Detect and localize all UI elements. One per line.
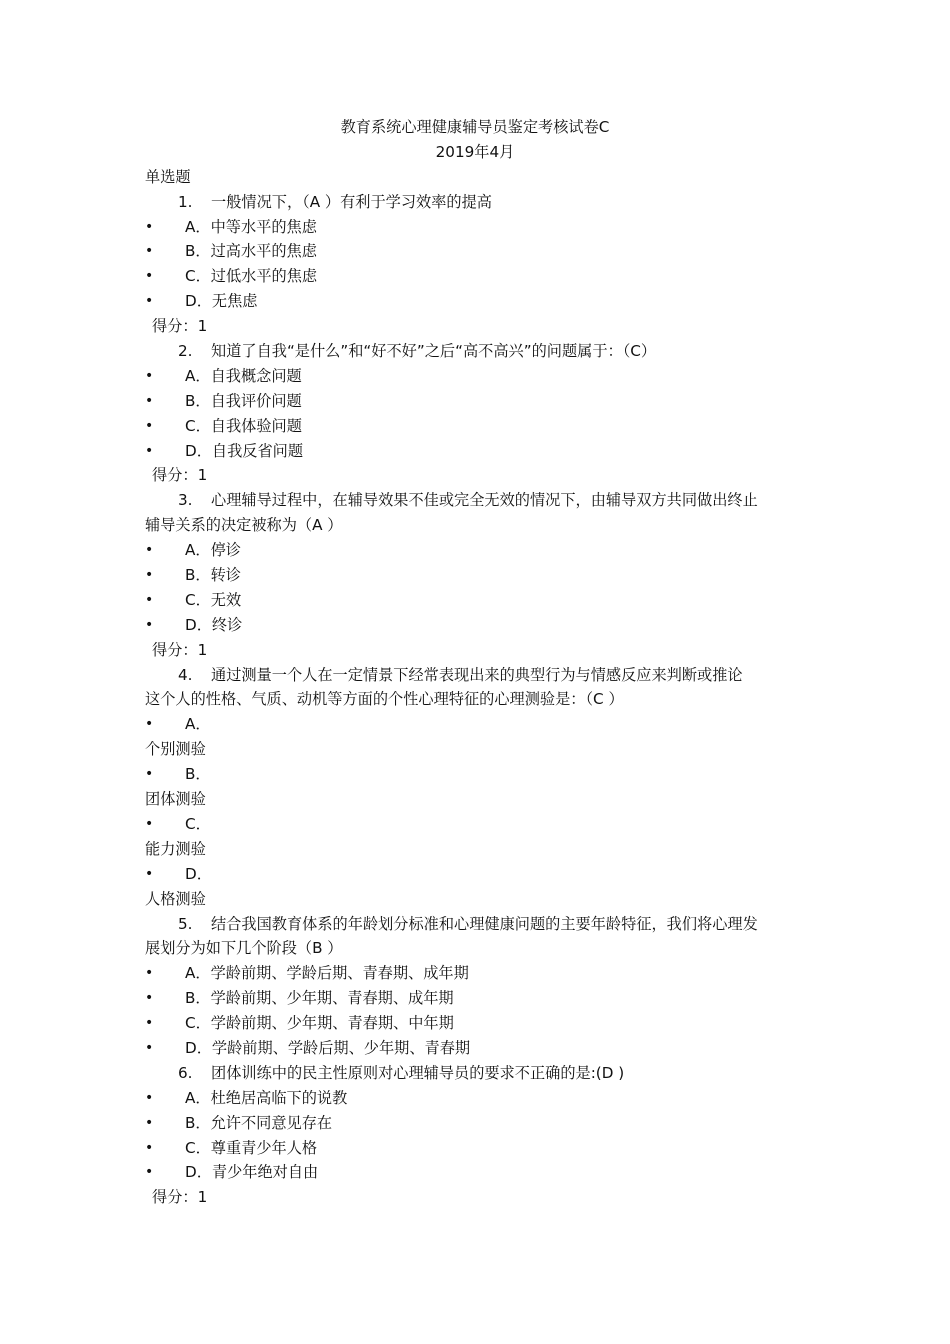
score: 得分：1 [152, 466, 208, 485]
question-text-continued: 展划分为如下几个阶段（B ） [145, 939, 343, 958]
option: • C．自我体验问题 [145, 414, 810, 439]
option-letter: • B． [145, 762, 810, 787]
option-letter: • C． [145, 812, 810, 837]
question-6 [145, 1061, 810, 1210]
document-body [145, 115, 810, 1210]
option: • D．无焦虑 [145, 289, 810, 314]
option-text: 个别测验 [145, 740, 206, 759]
bullet-icon: • [145, 218, 154, 235]
option: • A．学龄前期、学龄后期、青春期、成年期 [145, 961, 810, 986]
bullet-icon: • [145, 442, 154, 459]
bullet-icon: • [145, 965, 154, 982]
bullet-icon: • [145, 616, 154, 633]
question-2 [145, 339, 810, 488]
bullet-icon: • [145, 1039, 154, 1056]
question-1 [145, 190, 810, 339]
question-text: 通过测量一个人在一定情景下经常表现出来的典型行为与情感反应来判断或推论 [211, 665, 743, 684]
bullet-icon: • [145, 392, 154, 409]
option-letter: • D． [145, 862, 810, 887]
question-4 [145, 663, 810, 912]
option: • B．转诊 [145, 563, 810, 588]
score: 得分：1 [152, 640, 208, 659]
question-text: 结合我国教育体系的年龄划分标准和心理健康问题的主要年龄特征，我们将心理发 [211, 914, 758, 933]
score: 得分：1 [152, 317, 208, 336]
option: • A．杜绝居高临下的说教 [145, 1086, 810, 1111]
option: • D．终诊 [145, 613, 810, 638]
bullet-icon: • [145, 567, 154, 584]
question-number: 1. [178, 192, 193, 211]
option: • B．过高水平的焦虑 [145, 239, 810, 264]
option: • D．青少年绝对自由 [145, 1160, 810, 1185]
question-number: 5. [178, 914, 193, 933]
bullet-icon: • [145, 1164, 154, 1181]
question-number: 6. [178, 1063, 193, 1082]
option-letter: • A． [145, 712, 810, 737]
option: • B．允许不同意见存在 [145, 1111, 810, 1136]
bullet-icon: • [145, 417, 154, 434]
option-text: 能力测验 [145, 839, 206, 858]
question-text-continued: 这个人的性格、气质、动机等方面的个性心理特征的心理测验是：（C ） [145, 690, 624, 709]
bullet-icon: • [145, 591, 154, 608]
section-heading: 单选题 [145, 167, 191, 186]
question-3 [145, 488, 810, 662]
option: • B．自我评价问题 [145, 389, 810, 414]
question-text-continued: 辅导关系的决定被称为（A ） [145, 516, 343, 535]
bullet-icon: • [145, 367, 154, 384]
question-number: 2. [178, 342, 193, 361]
question-text: 知道了自我“是什么”和“好不好”之后“高不高兴”的问题属于：（C） [211, 342, 657, 361]
document-date: 2019年4月 [435, 142, 515, 161]
bullet-icon: • [145, 716, 154, 733]
question-text: 一般情况下，（A ）有利于学习效率的提高 [211, 192, 492, 211]
option: • A．停诊 [145, 538, 810, 563]
bullet-icon: • [145, 1114, 154, 1131]
question-5 [145, 912, 810, 1061]
bullet-icon: • [145, 990, 154, 1007]
option: • C．无效 [145, 588, 810, 613]
bullet-icon: • [145, 542, 154, 559]
bullet-icon: • [145, 1089, 154, 1106]
option: • D．自我反省问题 [145, 439, 810, 464]
option: • B．学龄前期、少年期、青春期、成年期 [145, 986, 810, 1011]
option: • C．尊重青少年人格 [145, 1136, 810, 1161]
bullet-icon: • [145, 293, 154, 310]
question-text: 团体训练中的民主性原则对心理辅导员的要求不正确的是:(D ) [211, 1063, 625, 1082]
option: • C．学龄前期、少年期、青春期、中年期 [145, 1011, 810, 1036]
option: • A．自我概念问题 [145, 364, 810, 389]
bullet-icon: • [145, 268, 154, 285]
option: • D．学龄前期、学龄后期、少年期、青春期 [145, 1036, 810, 1061]
document-title: 教育系统心理健康辅导员鉴定考核试卷C [340, 118, 610, 136]
bullet-icon: • [145, 243, 154, 260]
option: • A．中等水平的焦虑 [145, 215, 810, 240]
option-text: 人格测验 [145, 889, 206, 908]
score: 得分：1 [152, 1188, 208, 1207]
question-number: 3. [178, 491, 193, 510]
option-text: 团体测验 [145, 790, 206, 809]
option: • C．过低水平的焦虑 [145, 264, 810, 289]
bullet-icon: • [145, 865, 154, 882]
question-number: 4. [178, 665, 193, 684]
bullet-icon: • [145, 766, 154, 783]
bullet-icon: • [145, 1139, 154, 1156]
question-text: 心理辅导过程中，在辅导效果不佳或完全无效的情况下，由辅导双方共同做出终止 [211, 491, 758, 510]
bullet-icon: • [145, 815, 154, 832]
bullet-icon: • [145, 1015, 154, 1032]
